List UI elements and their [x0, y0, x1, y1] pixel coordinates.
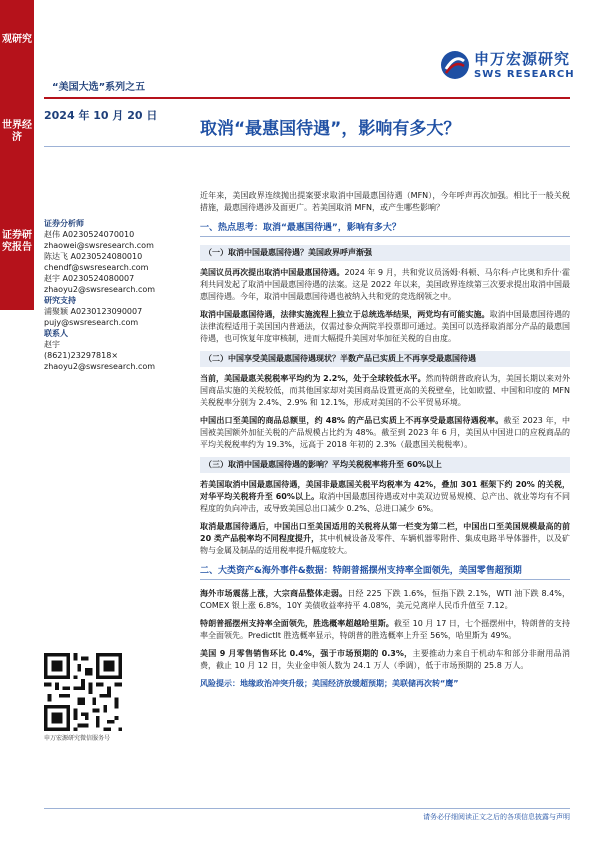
paragraph-lead: 若美国取消中国最惠国待遇，美国非最惠国关税平均税率为 42%，叠加 301 框架下约 20% 的关税，对华平均关税将升至 60%以上。	[200, 480, 570, 501]
analyst-line: 陈达飞 A0230524080010	[44, 252, 143, 261]
paragraph-text: 取消中国最惠国待遇的法律流程适用于美国国内普通法，仅需过参众两院半投票即可通过。美国可以选择取消部分产品的最惠国待遇，也可恢复年度审核制，进而大幅提升美国对华加征关税的自由度。	[200, 310, 571, 343]
paragraph-lead: 特朗普摇摆州支持率全面领先，胜选概率超越哈里斯。	[200, 619, 394, 628]
report-title: 取消“最惠国待遇”，影响有多大？	[200, 119, 461, 139]
paragraph-text: 主要推动力来自于机动车和部分非耐用品消费，截止 10 月 12 日，失业金申领人数为 24.1 万人（季调），低于市场预期的 25.8 万人。	[200, 649, 570, 670]
analyst-line: 赵伟 A0230524070010	[44, 230, 135, 239]
analyst-line[interactable]: zhaoyu2@swsresearch.com	[44, 285, 156, 294]
paragraph	[200, 309, 570, 345]
paragraph-lead: 取消最惠国待遇后，中国出口至美国适用的关税将从第一栏变为第二栏，中国出口至美国规模最高的前 20 类产品税率均不同程度提升，	[200, 522, 570, 543]
paragraph-lead: 取消中国最惠国待遇，法律实施流程上独立于总统选举结果，两党均有可能实施。	[200, 310, 490, 319]
paragraph	[200, 373, 570, 409]
paragraph-text: 日经 225 下跌 1.6%，恒指下跌 2.1%，WTI 油下跌 8.4%，COMEX 银上涨 6.8%，10Y 美债收益率持平 4.08%，美元兑离岸人民币升值至 7.12。	[200, 589, 571, 610]
paragraph	[200, 521, 570, 557]
subsection-heading-1: （一）取消中国最惠国待遇？美国政界呼声渐强	[200, 245, 570, 261]
paragraph-lead: 当前，美国最惠关税税率平均约为 2.2%，处于全球较低水平。	[200, 374, 426, 383]
paragraph-lead: 美国 9 月零售销售环比 0.4%，强于市场预期的 0.3%，	[200, 649, 413, 658]
analysts-heading: 证券分析师	[44, 219, 84, 228]
paragraph	[200, 415, 570, 451]
footer-disclaimer: 请务必仔细阅读正文之后的各项信息披露与声明	[423, 813, 570, 821]
header-divider	[44, 97, 570, 99]
title-divider	[44, 146, 570, 147]
paragraph-text: 截至 2023 年，中国被美国额外加征关税的产品规模占比约为 48%。截至到 2023 年 6 月，美国从中国进口的应税商品的平均关税税率约为 19.3%，远高于 2018 年初的 2.3%（最惠国关税税率）。	[200, 416, 571, 449]
report-date: 2024 年 10 月 20 日	[44, 109, 158, 122]
contact-line: 赵宇	[44, 340, 60, 349]
intro-paragraph: 近年来，美国政界连续抛出提案要求取消中国最惠国待遇（MFN），今年呼声再次加强。相比于一般关税措施，最惠国待遇涉及面更广。若美国取消 MFN，或产生哪些影响？	[200, 191, 570, 212]
risk-label: 风险提示：	[200, 679, 240, 688]
sidebar-label-world-economy: 世界经济	[2, 120, 32, 143]
report-series: “美国大选”系列之五	[52, 82, 146, 93]
paragraph-text: 截至 10 月 17 日，七个摇摆州中，特朗普的支持率全面领先。PredictIt 胜选概率显示，特朗普的胜选概率上升至 56%，哈里斯为 49%。	[200, 619, 571, 640]
contacts-panel	[44, 218, 194, 372]
paragraph-text: 其中机械设备及零件、车辆机器零附件、集成电路半导体器件，以及矿物与金属及制品的适用税率提升幅度较大。	[200, 534, 570, 555]
section-heading-1: 一、热点思考：取消“最惠国待遇”，影响有多大？	[200, 222, 570, 237]
subsection-heading-2: （二）中国享受美国最惠国待遇现状？半数产品已实质上不再享受最惠国待遇	[200, 351, 570, 367]
contact-heading: 联系人	[44, 329, 68, 338]
brand-logo	[440, 48, 585, 88]
subsection-heading-3: （三）取消中国最惠国待遇的影响？平均关税税率将升至 60%以上	[200, 457, 570, 473]
paragraph	[200, 618, 570, 642]
paragraph	[200, 588, 570, 612]
brand-logo-icon	[440, 50, 470, 80]
paragraph-text: 然而特朗普政府认为，美国长期以来对外国商品实施的关税较低，而其他国家却对美国商品设置更高的关税壁垒，比如欧盟、中国和印度的 MFN 关税税率分别为 2.4%、2.9% 和 12.1%，形成对美国的不公平贸易环境。	[200, 374, 570, 407]
paragraph-text: 取消中国最惠国待遇或对中美双边贸易规模、总产出、就业等均有不同程度的负向冲击，或导致美国总出口减少 0.2%、总进口减少 6%。	[200, 492, 571, 513]
report-summary	[200, 190, 570, 696]
sidebar-label-macro: 观研究	[2, 34, 32, 45]
brand-name-cn: 申万宏源研究	[474, 50, 571, 68]
paragraph	[200, 267, 570, 303]
analyst-line: 赵宇 A0230524080007	[44, 274, 135, 283]
qr-code-icon	[44, 653, 122, 731]
support-line[interactable]: pujy@swsresearch.com	[44, 318, 139, 327]
sidebar	[0, 0, 34, 310]
risk-warning	[200, 678, 570, 690]
paragraph-lead: 海外市场震荡上涨，大宗商品整体走弱。	[200, 589, 348, 598]
support-heading: 研究支持	[44, 296, 76, 305]
sidebar-label-report: 证券研究报告	[2, 230, 32, 253]
paragraph	[200, 479, 570, 515]
paragraph-lead: 中国出口至美国的商品总额里，约 48% 的产品已实质上不再享受最惠国待遇税率。	[200, 416, 504, 425]
footer-divider	[44, 808, 570, 809]
support-line: 浦聚颖 A0230123090007	[44, 307, 143, 316]
paragraph-text: 2024 年 9 月，共和党议员汤姆·科顿、马尔科·卢比奥和乔什·霍利共同发起了取消中国最惠国待遇的法案。这是 2022 年以来，美国政界连续第三次要求提出取消中国最惠国待遇。今年，取消中国最惠国待遇也被纳入共和党的竞选纲领之中。	[200, 268, 570, 301]
section-heading-2: 二、大类资产&海外事件&数据：特朗普摇摆州支持率全面领先，美国零售超预期	[200, 565, 570, 580]
brand-name-en: SWS RESEARCH	[474, 69, 575, 80]
paragraph-lead: 美国议员再次提出取消中国最惠国待遇。	[200, 268, 345, 277]
qr-caption: 申万宏源研究微信服务号	[44, 735, 111, 742]
contact-line[interactable]: zhaoyu2@swsresearch.com	[44, 362, 156, 371]
paragraph	[200, 648, 570, 672]
analyst-line[interactable]: chendf@swsresearch.com	[44, 263, 149, 272]
risk-text: 地缘政治冲突升级；美国经济放缓超预期；美联储再次转“鹰”	[240, 679, 459, 688]
analyst-line[interactable]: zhaowei@swsresearch.com	[44, 241, 154, 250]
contact-line: (8621)23297818×	[44, 351, 119, 360]
